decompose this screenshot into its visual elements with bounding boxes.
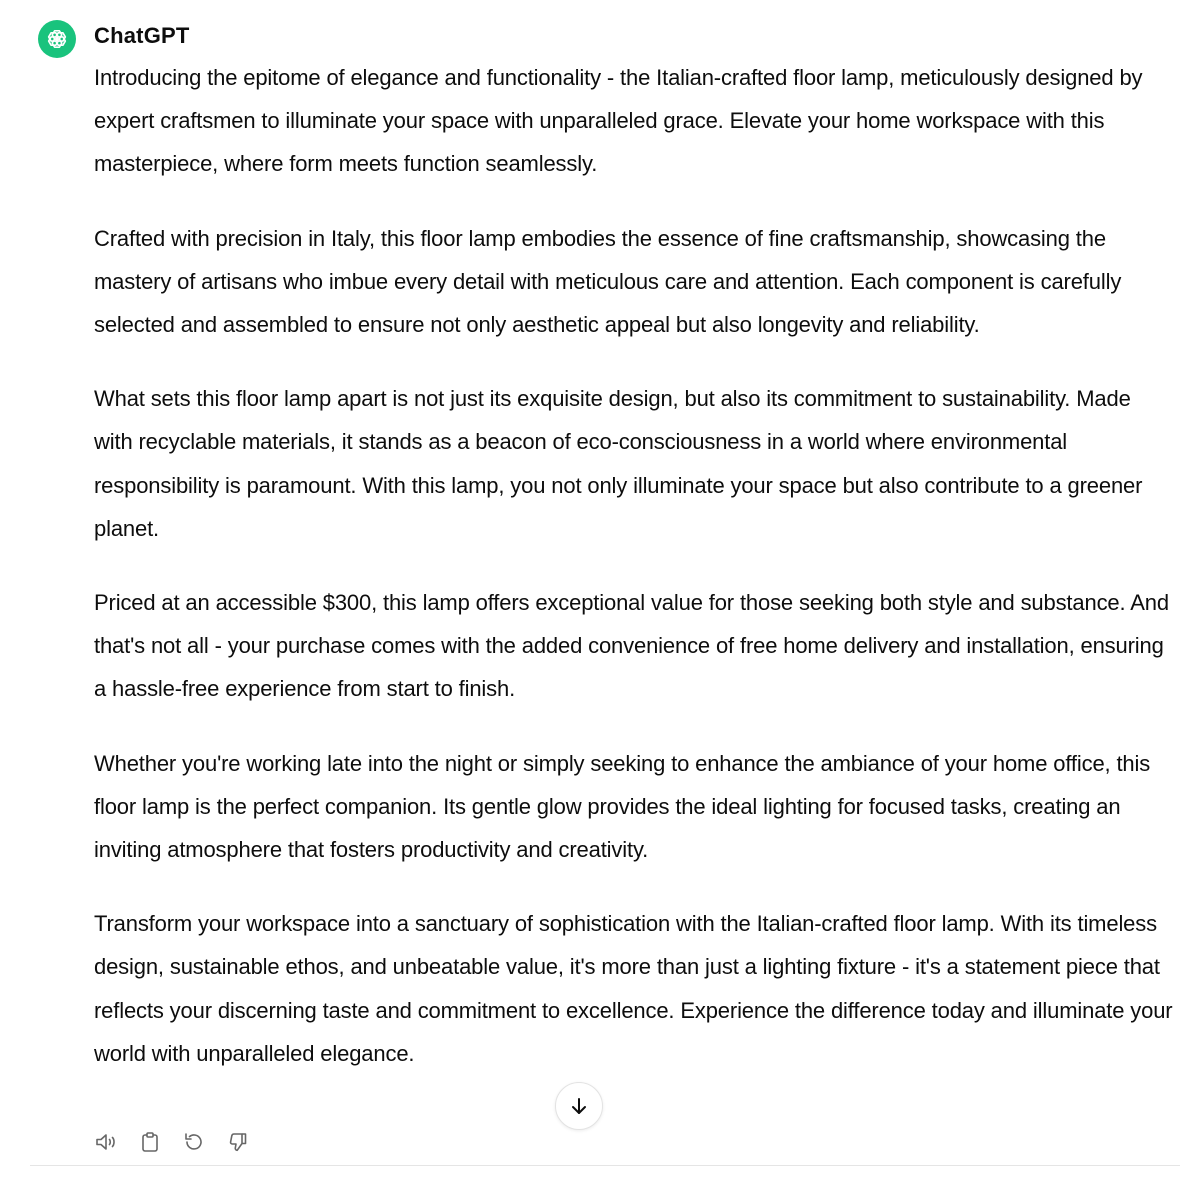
thumbs-down-button[interactable] [224,1128,252,1156]
copy-icon [138,1130,162,1154]
assistant-message [94,56,1174,1075]
regenerate-icon [182,1130,206,1154]
openai-logo-icon [44,26,70,52]
sender-name: ChatGPT [94,23,190,48]
scroll-down-button[interactable] [555,1082,603,1130]
message-paragraph: What sets this floor lamp apart is not just its exquisite design, but also its commitment to sustainability. Made with recyclable materials, it stands as a beacon of eco-consciousness in a world where environmental responsibility is paramount. With this lamp, you not only illuminate your space but also contribute to a greener planet. [94,386,1143,541]
message-paragraph: Priced at an accessible $300, this lamp offers exceptional value for those seeking both style and substance. And that's not all - your purchase comes with the added convenience of free home delivery and installation, ensuring a hassle-free experience from start to finish. [94,590,1169,702]
message-paragraph: Introducing the epitome of elegance and functionality - the Italian-crafted floor lamp, meticulously designed by expert craftsmen to illuminate your space with unparalleled grace. Elevate your home workspace with this masterpiece, where form meets function seamlessly. [94,65,1143,177]
avatar [38,20,76,58]
message-paragraph: Crafted with precision in Italy, this floor lamp embodies the essence of fine craftsmanship, showcasing the mastery of artisans who imbue every detail with meticulous care and attention. Each component is carefully selected and assembled to ensure not only aesthetic appeal but also longevity and reliability. [94,225,1122,338]
regenerate-button[interactable] [180,1128,208,1156]
message-actions [92,1128,252,1156]
message-paragraph: Transform your workspace into a sanctuary of sophistication with the Italian-crafted floor lamp. With its timeless design, sustainable ethos, and unbeatable value, it's more than just a lighting fixture - it's a statement piece that reflects your discerning taste and commitment to excellence. Experience the difference today and illuminate your world with unparalleled elegance. [94,911,1173,1066]
arrow-down-icon [567,1094,591,1118]
copy-button[interactable] [136,1128,164,1156]
divider [30,1165,1180,1166]
read-aloud-button[interactable] [92,1128,120,1156]
thumbs-down-icon [226,1130,250,1154]
read-aloud-icon [94,1130,118,1154]
message-paragraph: Whether you're working late into the night or simply seeking to enhance the ambiance of your home office, this floor lamp is the perfect companion. Its gentle glow provides the ideal lighting for focused tasks, creating an inviting atmosphere that fosters productivity and creativity. [94,750,1151,863]
